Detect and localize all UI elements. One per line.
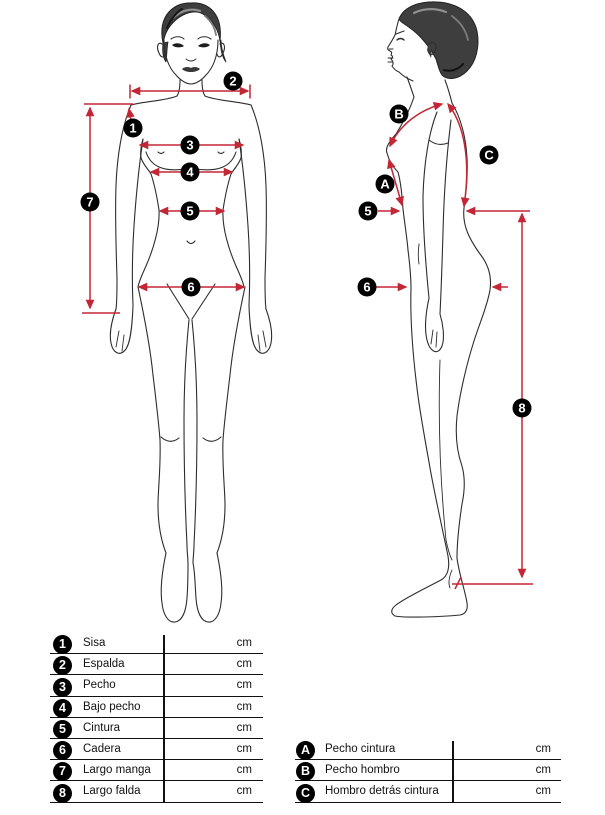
row-marker-badge: 1 bbox=[53, 635, 72, 654]
measure-label: Sisa bbox=[83, 637, 106, 649]
svg-text:1: 1 bbox=[129, 120, 137, 136]
svg-text:3: 3 bbox=[186, 137, 194, 153]
svg-text:6: 6 bbox=[187, 279, 195, 295]
marker-largo-falda bbox=[513, 399, 532, 418]
marker-largo-manga bbox=[81, 193, 100, 212]
marker-sisa bbox=[124, 119, 143, 138]
svg-text:C: C bbox=[484, 147, 494, 163]
measure-label: Largo manga bbox=[83, 764, 151, 777]
row-marker-badge: 3 bbox=[53, 678, 72, 697]
row-marker-badge: A bbox=[296, 741, 315, 760]
measure-label: Cintura bbox=[83, 721, 121, 734]
svg-text:4: 4 bbox=[186, 164, 194, 180]
unit-label: cm bbox=[236, 637, 252, 649]
table-row-pecho bbox=[50, 675, 263, 696]
marker-pecho-hombro bbox=[390, 105, 409, 124]
svg-text:7: 7 bbox=[86, 194, 94, 210]
table-row-largo-falda bbox=[50, 781, 263, 802]
marker-pecho-cintura bbox=[376, 175, 395, 194]
marker-badges bbox=[81, 72, 532, 418]
marker-cadera-front bbox=[182, 278, 201, 297]
measure-label: Pecho hombro bbox=[325, 764, 400, 777]
unit-label: cm bbox=[236, 679, 252, 692]
measure-label: Cadera bbox=[83, 742, 121, 755]
unit-label: cm bbox=[236, 764, 252, 777]
row-marker-badge: 5 bbox=[53, 720, 72, 739]
marker-cintura-front bbox=[181, 202, 200, 221]
table-row-sisa bbox=[50, 633, 263, 654]
row-marker-badge: 6 bbox=[53, 741, 72, 760]
measure-label: Pecho cintura bbox=[325, 743, 396, 755]
marker-pecho bbox=[181, 136, 200, 155]
unit-label: cm bbox=[236, 785, 252, 798]
row-marker-badge: C bbox=[296, 784, 315, 803]
row-marker-badge: B bbox=[296, 762, 315, 781]
table-row-pecho-hombro bbox=[295, 760, 561, 781]
ankle-tick bbox=[455, 577, 461, 589]
front-figure bbox=[110, 3, 271, 622]
svg-text:5: 5 bbox=[186, 203, 194, 219]
side-leg bbox=[392, 288, 468, 617]
row-marker-badge: 7 bbox=[53, 762, 72, 781]
table-row-cadera bbox=[50, 739, 263, 760]
svg-text:A: A bbox=[380, 176, 390, 192]
marker-cadera-side bbox=[358, 278, 377, 297]
front-legs bbox=[138, 287, 245, 622]
table-row-cintura bbox=[50, 718, 263, 739]
table-row-pecho-cintura bbox=[295, 739, 561, 760]
navel bbox=[187, 241, 195, 244]
marker-hombro-detras-cintura bbox=[480, 146, 499, 165]
measure-label: Pecho bbox=[83, 679, 116, 692]
row-marker-badge: 8 bbox=[53, 784, 72, 803]
row-marker-badge: 4 bbox=[53, 699, 72, 718]
table-row-espalda bbox=[50, 654, 263, 675]
unit-label: cm bbox=[535, 743, 551, 755]
svg-text:8: 8 bbox=[518, 400, 526, 416]
table-divider bbox=[452, 741, 454, 803]
svg-text:B: B bbox=[394, 106, 404, 122]
table-row-largo-manga bbox=[50, 760, 263, 781]
unit-label: cm bbox=[236, 742, 252, 755]
measure-label: Espalda bbox=[83, 658, 125, 671]
unit-label: cm bbox=[535, 785, 551, 798]
svg-text:6: 6 bbox=[363, 279, 371, 295]
measure-label: Hombro detrás cintura bbox=[325, 785, 439, 798]
unit-label: cm bbox=[535, 764, 551, 777]
marker-cintura-side bbox=[359, 202, 378, 221]
table-divider bbox=[163, 635, 165, 803]
svg-text:5: 5 bbox=[364, 203, 372, 219]
svg-text:2: 2 bbox=[229, 73, 237, 89]
unit-label: cm bbox=[236, 721, 252, 734]
unit-label: cm bbox=[236, 658, 252, 671]
side-arm bbox=[423, 112, 451, 352]
shoulder-back-waist-line bbox=[448, 104, 467, 206]
side-torso bbox=[386, 97, 490, 558]
side-figure bbox=[386, 2, 490, 617]
measure-label: Bajo pecho bbox=[83, 700, 141, 713]
measurement-table-right bbox=[295, 739, 561, 803]
marker-bajo-pecho bbox=[181, 163, 200, 182]
measure-label: Largo falda bbox=[83, 785, 141, 798]
marker-espalda bbox=[224, 72, 243, 91]
measurement-lines bbox=[82, 85, 533, 590]
table-row-bajo-pecho bbox=[50, 697, 263, 718]
row-marker-badge: 2 bbox=[53, 656, 72, 675]
unit-label: cm bbox=[236, 700, 252, 713]
measurement-table-left bbox=[50, 633, 263, 803]
table-row-hombro-detras-cintura bbox=[295, 781, 561, 802]
side-hair bbox=[399, 2, 478, 79]
